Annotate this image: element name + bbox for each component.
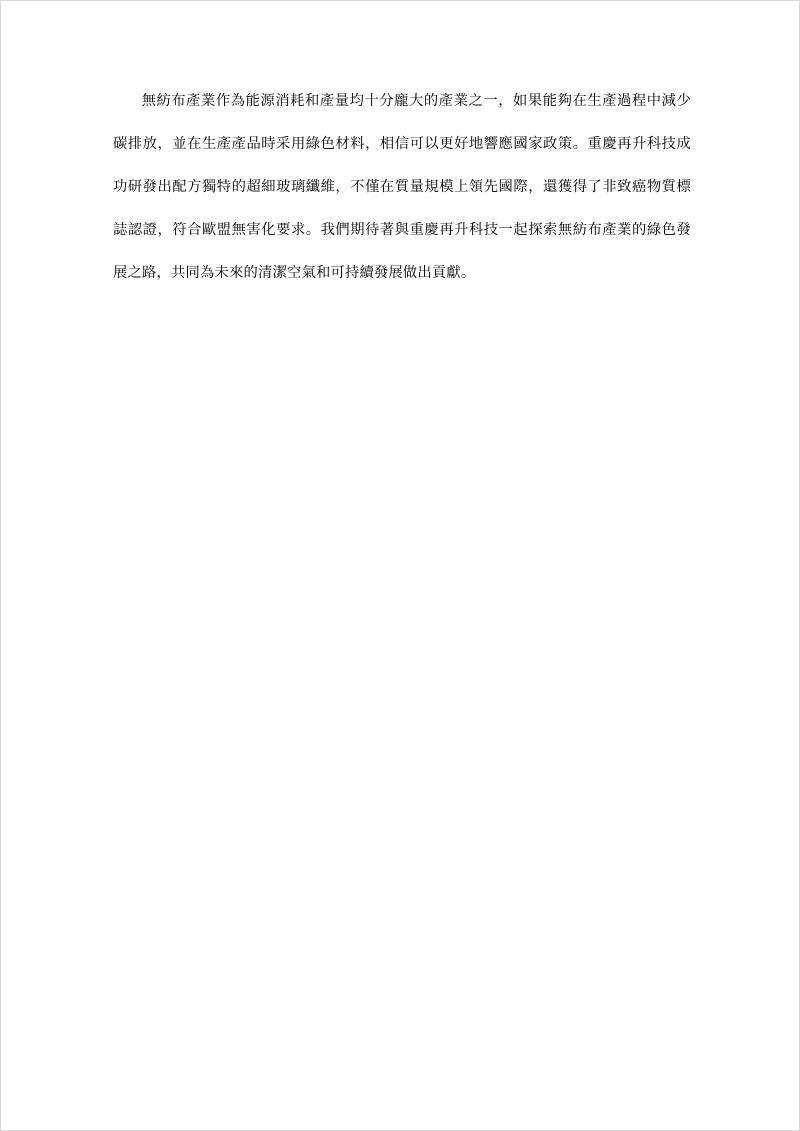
body-paragraph: 無紡布產業作為能源消耗和產量均十分龐大的產業之一，如果能夠在生產過程中減少碳排放，並在生產產品時采用綠色材料，相信可以更好地響應國家政策。重慶再升科技成功研發出配方獨特的超細玻璃纖維，不僅在質量規模上領先國際，還獲得了非致癌物質標誌認證，符合歐盟無害化要求。我們期待著與重慶再升科技一起探索無紡布產業的綠色發展之路，共同為未來的清潔空氣和可持續發展做出貢獻。 <box>113 93 691 281</box>
document-body <box>113 80 691 295</box>
